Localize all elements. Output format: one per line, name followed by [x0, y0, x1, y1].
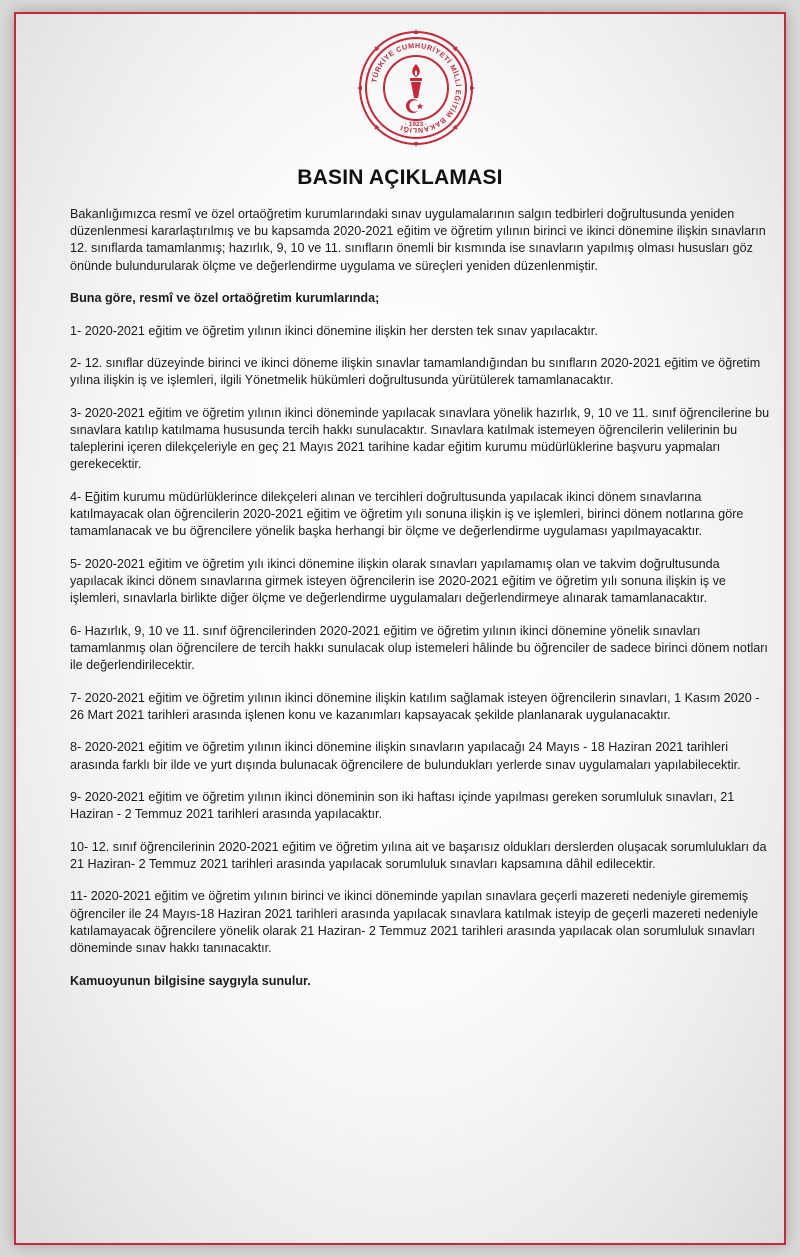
- list-item: 10- 12. sınıf öğrencilerinin 2020-2021 eğitim ve öğretim yılına ait ve başarısız oldukları derslerden oluşacak sorumlulukları da 21 Haziran- 2 Temmuz 2021 tarihleri arasında yapılacak sorumluluk sınavları kapsamına dâhil edilecektir.: [70, 839, 767, 871]
- list-item: 9- 2020-2021 eğitim ve öğretim yılının ikinci döneminin son iki haftası içinde yapılması gereken sorumluluk sınavları, 21 Haziran - 2 Temmuz 2021 tarihleri arasında yapılacaktır.: [70, 790, 735, 822]
- list-item: 7- 2020-2021 eğitim ve öğretim yılının ikinci dönemine ilişkin katılım sağlamak isteyen öğrencilerin sınavları, 1 Kasım 2020 - 26 Mart 2021 tarihleri arasında işlenen konu ve kazanımları kapsayacak şekilde planlanarak uygulanacaktır.: [70, 690, 760, 722]
- list-item: 2- 12. sınıflar düzeyinde birinci ve ikinci döneme ilişkin sınavlar tamamlandığından bu sınıfların 2020-2021 eğitim ve öğretim yılına ilişkin iş ve işlemleri, ilgili Yönetmelik hükümleri doğrultusunda yürütülerek tamamlanacaktır.: [70, 356, 761, 388]
- lead-paragraph: Buna göre, resmî ve özel ortaöğretim kurumlarında;: [70, 291, 380, 306]
- ministry-seal-icon: [354, 26, 478, 150]
- press-release-frame: [14, 12, 786, 1245]
- intro-paragraph: Bakanlığımızca resmî ve özel ortaöğretim kurumlarındaki sınav uygulamalarının salgın tedbirleri doğrultusunda yeniden düzenlenmesi kararlaştırılmış ve bu kapsamda 2020-2021 eğitim ve öğretim yılının birinci ve ikinci dönemine ilişkin sınavların 12. sınıflarda tamamlanmış; hazırlık, 9, 10 ve 11. sınıfların önemli bir kısmında ise sınavların yapılmış olması hususları göz önünde bulundurularak ölçme ve değerlendirme uygulama ve süreçleri yeniden düzenlenmiştir.: [70, 207, 766, 273]
- list-item: 11- 2020-2021 eğitim ve öğretim yılının birinci ve ikinci döneminde yapılan sınavlara geçerli mazereti nedeniyle girememiş öğrenciler ile 24 Mayıs-18 Haziran 2021 tarihleri arasında yapılacak sınavlara katılmak isteyip de geçerli mazereti nedeniyle katılamayacak öğrencilere yönelik olarak 21 Haziran- 2 Temmuz 2021 tarihleri arasında yapılacak olan sorumluluk sınavları döneminde sınav hakkı tanınacaktır.: [70, 889, 759, 956]
- list-item: 4- Eğitim kurumu müdürlüklerince dilekçeleri alınan ve tercihleri doğrultusunda yapılacak ikinci dönem sınavlarına katılmayacak olan öğrencilerin 2020-2021 eğitim ve öğretim yılı sonuna ilişkin iş ve işlemleri, birinci dönem notlarına göre tamamlanacak ve bu öğrencilere yönelik başka herhangi bir ölçme ve değerlendirme uygulaması yapılmayacaktır.: [70, 489, 744, 539]
- list-item: 8- 2020-2021 eğitim ve öğretim yılının ikinci dönemine ilişkin sınavların yapılacağı 24 Mayıs - 18 Haziran 2021 tarihleri arasında farklı bir ilde ve yurt dışında bulunacak öğrencilere de bulundukları yerlerde sınav uygulamaları yapılabilecektir.: [70, 740, 741, 772]
- seal-bottom-text: · 1923 ·: [404, 121, 428, 128]
- list-item: 6- Hazırlık, 9, 10 ve 11. sınıf öğrencilerinden 2020-2021 eğitim ve öğretim yılının ikinci dönemine yönelik sınavları tamamlanmış olan öğrencilere de tercih hakkı sunulacak olup istemeleri hâlinde bu öğrenciler de sadece birinci dönem notları ile değerlendirilecektir.: [70, 623, 768, 673]
- seal-graphic: [354, 26, 478, 150]
- page-title: BASIN AÇIKLAMASI: [297, 166, 503, 189]
- closing-paragraph: Kamuoyunun bilgisine saygıyla sunulur.: [70, 973, 311, 988]
- list-item: 1- 2020-2021 eğitim ve öğretim yılının ikinci dönemine ilişkin her dersten tek sınav yapılacaktır.: [70, 323, 598, 338]
- press-release-body: [70, 206, 770, 1005]
- crescent-star-icon: [406, 99, 424, 113]
- seal-ring-text: TÜRKİYE CUMHURİYETİ MİLLİ EĞİTİM BAKANLIĞI: [369, 40, 464, 136]
- list-item: 5- 2020-2021 eğitim ve öğretim yılı ikinci dönemine ilişkin olarak sınavları yapılamamış olan ve takvim doğrultusunda yapılacak ikinci dönem sınavlarına girmek isteyen öğrencilerin ise 2020-2021 eğitim ve öğretim yılı sonuna ilişkin iş ve işlemleri, sınavlarla birlikte diğer ölçme ve değerlendirme uygulamaları değerlendirmeye alınarak tamamlanacaktır.: [70, 556, 726, 606]
- list-item: 3- 2020-2021 eğitim ve öğretim yılının ikinci döneminde yapılacak sınavlara yönelik hazırlık, 9, 10 ve 11. sınıf öğrencilerine bu sınavlara katılıp katılmama hususunda tercih hakkı sunulacaktır. Sınavlara katılmak istemeyen öğrencilerin velilerinin bu taleplerini içeren dilekçeleriyle en geç 21 Mayıs 2021 tarihine kadar eğitim kurumu müdürlüklerine başvuru yapmaları gerekecektir.: [70, 405, 770, 472]
- torch-icon: [410, 64, 422, 98]
